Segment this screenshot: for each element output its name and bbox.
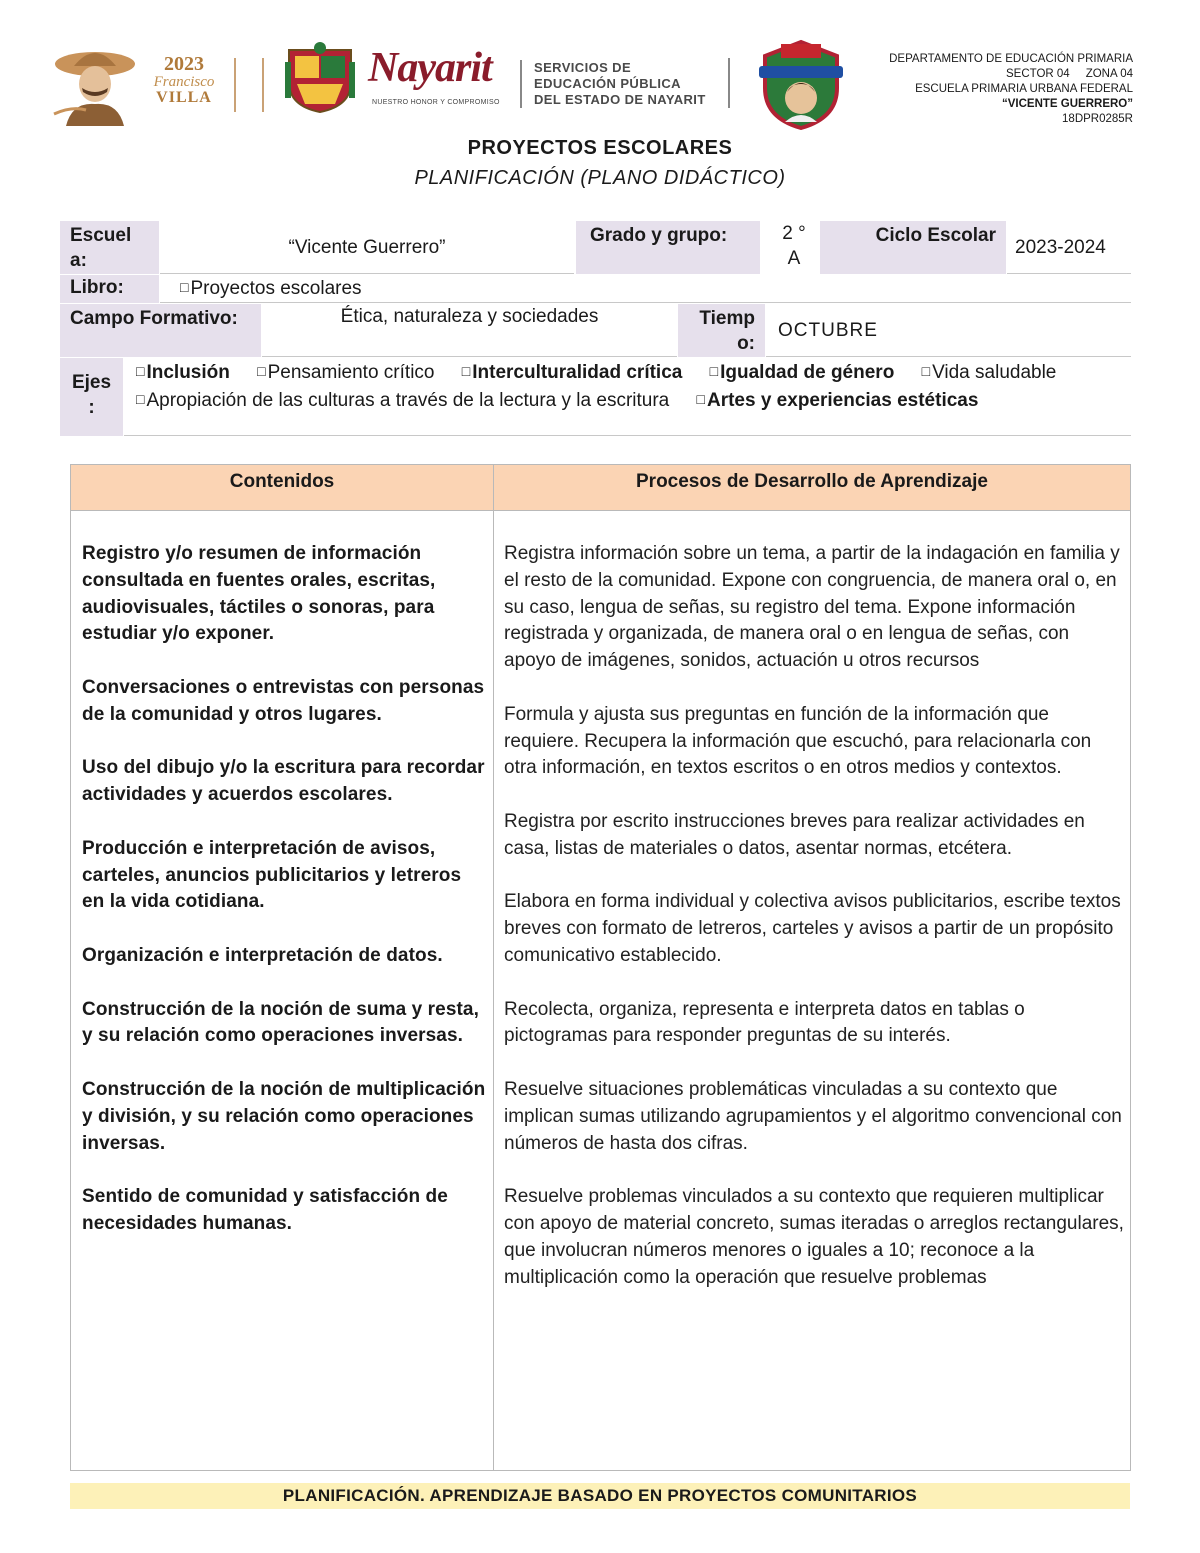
escuela-value: “Vicente Guerrero”	[160, 221, 574, 274]
nayarit-shield-icon	[285, 42, 355, 114]
logo-divider	[262, 58, 264, 112]
contenido-item: Sentido de comunidad y satisfacción de necesidades humanas.	[82, 1186, 448, 1234]
header-contenidos: Contenidos	[229, 471, 335, 492]
tiempo-label: Tiemp o:	[678, 304, 765, 357]
eje-item	[697, 390, 979, 411]
logo-divider	[728, 58, 730, 108]
libro-text: Proyectos escolares	[190, 278, 362, 299]
villa-name-2: VILLA	[156, 89, 212, 106]
francisco-villa-logo	[52, 44, 215, 126]
checkbox-icon: □	[921, 363, 931, 379]
grado-label: Grado y grupo:	[576, 221, 760, 274]
school-emblem-icon	[755, 38, 847, 130]
footer-banner: PLANIFICACIÓN. APRENDIZAJE BASADO EN PROYECTOS COMUNITARIOS	[70, 1483, 1130, 1509]
checkbox-icon: □	[461, 363, 471, 379]
nayarit-wordmark: Nayarit	[368, 45, 492, 91]
eje-item	[257, 362, 434, 383]
sep-line-3: DEL ESTADO DE NAYARIT	[534, 92, 706, 107]
ciclo-label: Ciclo Escolar	[820, 221, 1006, 274]
logo-divider	[520, 60, 522, 108]
eje-label: Apropiación de las culturas a través de la lectura y la escritura	[146, 390, 670, 411]
contenido-item: Conversaciones o entrevistas con personas de la comunidad y otros lugares.	[82, 676, 485, 725]
sep-line-2: EDUCACIÓN PÚBLICA	[534, 76, 681, 91]
dept-line-1: DEPARTAMENTO DE EDUCACIÓN PRIMARIA	[889, 53, 1133, 65]
libro-value	[160, 275, 1131, 303]
contenido-item: Uso del dibujo y/o la escritura para recordar actividades y acuerdos escolares.	[82, 757, 485, 806]
page-title: PROYECTOS ESCOLARES	[467, 137, 733, 159]
tiempo-value: OCTUBRE	[766, 304, 1131, 357]
dept-line-3: ESCUELA PRIMARIA URBANA FEDERAL	[915, 83, 1133, 95]
escuela-label: Escuel a:	[60, 221, 159, 274]
proceso-item: Elabora en forma individual y colectiva avisos publicitarios, escribe textos breves con formato de letreros, carteles y avisos a partir de un propósito comunicativo establecido.	[504, 891, 1121, 966]
column-divider	[493, 465, 494, 1470]
eje-item	[136, 390, 669, 411]
eje-label: Pensamiento crítico	[267, 362, 435, 383]
table-header-row	[71, 465, 1130, 511]
dept-line-5: 18DPR0285R	[1062, 113, 1133, 125]
eje-label: Artes y experiencias estéticas	[706, 390, 979, 411]
checkbox-icon: □	[136, 391, 145, 407]
contenidos-column	[82, 541, 486, 1265]
eje-item	[922, 362, 1057, 383]
proceso-item: Resuelve situaciones problemáticas vinculadas a su contexto que implican sumas utilizando agrupamientos y el algoritmo convencional con números de hasta dos cifras.	[504, 1078, 1122, 1154]
eje-label: Interculturalidad crítica	[472, 362, 683, 383]
proceso-item: Formula y ajusta sus preguntas en función de la información que requiere. Recupera la información que escuchó, para relacionarla con otra información, en textos escritos o en otros medios y contextos.	[504, 703, 1092, 779]
eje-label: Igualdad de género	[720, 362, 895, 383]
proceso-item: Registra por escrito instrucciones breves para realizar actividades en casa, listas de materiales o datos, asentar normas, etcétera.	[504, 810, 1085, 859]
procesos-column	[504, 541, 1126, 1318]
eje-item	[462, 362, 683, 383]
dept-sector: SECTOR 04	[1006, 68, 1070, 80]
checkbox-icon: □	[180, 279, 189, 295]
dept-line-4: “VICENTE GUERRERO”	[1002, 98, 1133, 110]
libro-label: Libro:	[60, 275, 159, 303]
grado-value: 2 ° A	[782, 223, 806, 269]
sep-nayarit-logo	[534, 60, 706, 108]
page-subtitle: PLANIFICACIÓN (PLANO DIDÁCTICO)	[414, 167, 786, 189]
dept-line-2	[889, 67, 1133, 82]
contenido-item: Registro y/o resumen de información consultada en fuentes orales, escritas, audiovisuales, táctiles o sonoras, para estudiar y/o exponer.	[82, 543, 436, 645]
eje-label: Vida saludable	[932, 362, 1057, 383]
contenido-item: Producción e interpretación de avisos, carteles, anuncios publicitarios y letreros en la vida cotidiana.	[82, 837, 462, 913]
eje-label: Inclusión	[146, 362, 230, 383]
department-info	[889, 52, 1133, 127]
checkbox-icon: □	[709, 363, 719, 379]
planning-table	[70, 464, 1131, 1471]
campo-label: Campo Formativo:	[60, 304, 261, 357]
logo-divider	[234, 58, 236, 112]
proceso-item: Recolecta, organiza, representa e interpreta datos en tablas o pictogramas para responder preguntas de su interés.	[504, 998, 1025, 1047]
eje-item	[136, 362, 230, 383]
contenido-item: Construcción de la noción de suma y resta, y su relación como operaciones inversas.	[82, 998, 479, 1047]
header-procesos: Procesos de Desarrollo de Aprendizaje	[636, 471, 988, 492]
checkbox-icon: □	[136, 363, 145, 379]
sep-line-1: SERVICIOS DE	[534, 60, 632, 75]
proceso-item: Registra información sobre un tema, a partir de la indagación en familia y el resto de la comunidad. Expone con congruencia, de manera oral o, en su caso, lengua de señas, su registro del tema. Expone información registrada y organizada, de manera oral o en lengua de señas, con apoyo de imágenes, sonidos, actuación u otros recursos	[504, 543, 1120, 672]
eje-item	[710, 362, 895, 383]
checkbox-icon: □	[257, 363, 266, 379]
villa-portrait-icon	[52, 44, 138, 126]
ejes-label: Ejes :	[60, 358, 123, 436]
ciclo-value: 2023-2024	[1007, 221, 1131, 274]
nayarit-slogan: NUESTRO HONOR Y COMPROMISO	[372, 99, 500, 106]
contenido-item: Construcción de la noción de multiplicación y división, y su relación como operaciones inversas.	[82, 1078, 486, 1154]
dept-zona: ZONA 04	[1085, 68, 1133, 80]
ejes-list	[124, 358, 1131, 436]
checkbox-icon: □	[696, 391, 705, 407]
contenido-item: Organización e interpretación de datos.	[82, 944, 443, 966]
villa-name-1: Francisco	[153, 74, 215, 90]
proceso-item: Resuelve problemas vinculados a su contexto que requieren multiplicar con apoyo de material concreto, sumas iteradas o arreglos rectangulares, que involucran números menores o iguales a 10; reconoce a la multiplicación como la operación que resuelve problemas	[504, 1186, 1124, 1288]
campo-value: Ética, naturaleza y sociedades	[262, 304, 677, 357]
villa-year: 2023	[164, 53, 204, 75]
